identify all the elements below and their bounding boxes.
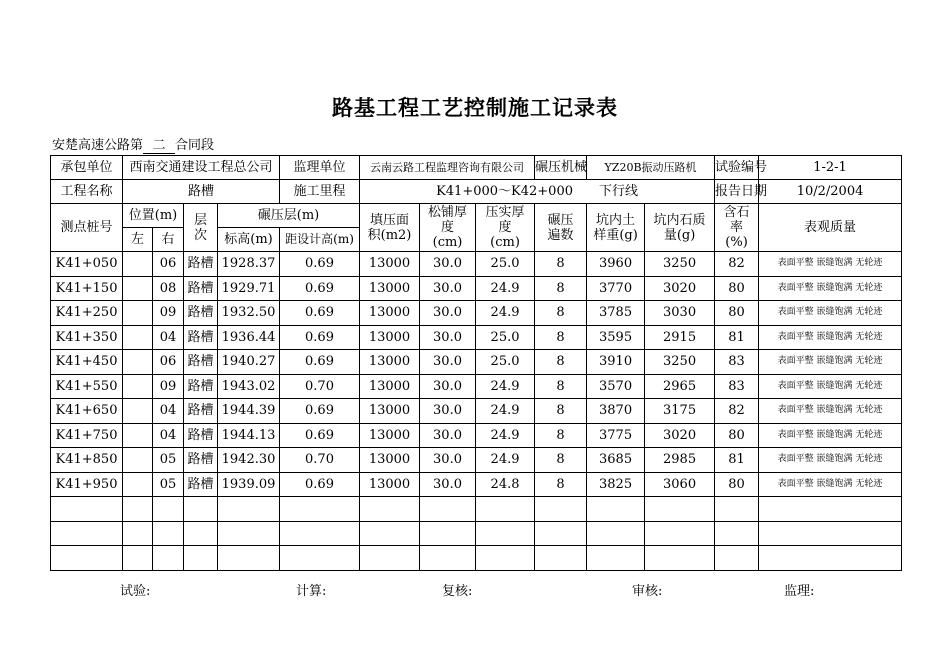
cell-surface-quality: 表面平整 嵌缝饱满 无轮迹 bbox=[759, 423, 902, 448]
col-surface-quality: 表观质量 bbox=[759, 204, 902, 252]
empty-cell bbox=[153, 497, 184, 522]
empty-cell bbox=[535, 521, 587, 546]
cell-passes: 8 bbox=[535, 325, 587, 350]
cell-design-distance: 0.69 bbox=[280, 325, 360, 350]
empty-cell bbox=[476, 497, 535, 522]
empty-cell bbox=[645, 497, 715, 522]
cell-compact-thickness: 24.9 bbox=[476, 301, 535, 326]
empty-cell bbox=[645, 546, 715, 571]
empty-cell bbox=[715, 521, 759, 546]
cell-compact-thickness: 24.9 bbox=[476, 374, 535, 399]
cell-design-distance: 0.69 bbox=[280, 252, 360, 277]
cell-stone-ratio: 80 bbox=[715, 301, 759, 326]
empty-cell bbox=[715, 546, 759, 571]
empty-cell bbox=[218, 497, 280, 522]
cell-station: K41+850 bbox=[51, 448, 123, 473]
cell-left bbox=[123, 399, 153, 424]
report-date-label: 报告日期 bbox=[715, 180, 759, 204]
cell-stone-ratio: 80 bbox=[715, 472, 759, 497]
cell-right: 06 bbox=[153, 350, 184, 375]
machine-label: 碾压机械 bbox=[535, 156, 587, 180]
cell-loose-thickness: 30.0 bbox=[420, 399, 476, 424]
machine-value: YZ20B振动压路机 bbox=[587, 156, 715, 180]
empty-row bbox=[51, 546, 902, 571]
cell-station: K41+950 bbox=[51, 472, 123, 497]
empty-cell bbox=[280, 521, 360, 546]
record-table bbox=[50, 155, 902, 571]
cell-right: 04 bbox=[153, 399, 184, 424]
cell-left bbox=[123, 252, 153, 277]
cell-surface-quality: 表面平整 嵌缝饱满 无轮迹 bbox=[759, 374, 902, 399]
empty-cell bbox=[535, 546, 587, 571]
sign-supervise: 监理: bbox=[784, 584, 815, 599]
cell-design-distance: 0.70 bbox=[280, 448, 360, 473]
cell-compact-thickness: 24.9 bbox=[476, 448, 535, 473]
cell-elevation: 1936.44 bbox=[218, 325, 280, 350]
cell-fill-area: 13000 bbox=[360, 252, 420, 277]
cell-fill-area: 13000 bbox=[360, 423, 420, 448]
project-name-value: 路槽 bbox=[123, 180, 280, 204]
cell-soil-weight: 3825 bbox=[587, 472, 645, 497]
empty-cell bbox=[715, 497, 759, 522]
cell-surface-quality: 表面平整 嵌缝饱满 无轮迹 bbox=[759, 301, 902, 326]
cell-compact-thickness: 25.0 bbox=[476, 252, 535, 277]
cell-stone-weight: 3250 bbox=[645, 252, 715, 277]
cell-stone-weight: 2985 bbox=[645, 448, 715, 473]
col-stone-weight: 坑内石质量(g) bbox=[645, 204, 715, 252]
empty-cell bbox=[360, 546, 420, 571]
cell-compact-thickness: 24.8 bbox=[476, 472, 535, 497]
col-rolled-layer: 碾压层(m) bbox=[218, 204, 360, 228]
col-passes: 碾压遍数 bbox=[535, 204, 587, 252]
cell-soil-weight: 3870 bbox=[587, 399, 645, 424]
empty-row bbox=[51, 521, 902, 546]
cell-layer: 路槽 bbox=[184, 423, 218, 448]
cell-layer: 路槽 bbox=[184, 472, 218, 497]
cell-stone-weight: 3060 bbox=[645, 472, 715, 497]
cell-right: 09 bbox=[153, 374, 184, 399]
empty-cell bbox=[51, 521, 123, 546]
cell-elevation: 1944.13 bbox=[218, 423, 280, 448]
contractor-label: 承包单位 bbox=[51, 156, 123, 180]
empty-cell bbox=[218, 546, 280, 571]
sign-calc: 计算: bbox=[296, 584, 327, 599]
empty-cell bbox=[51, 497, 123, 522]
cell-left bbox=[123, 423, 153, 448]
cell-layer: 路槽 bbox=[184, 448, 218, 473]
empty-cell bbox=[218, 521, 280, 546]
empty-cell bbox=[759, 546, 902, 571]
cell-design-distance: 0.69 bbox=[280, 276, 360, 301]
test-no-label: 试验编号 bbox=[715, 156, 759, 180]
cell-soil-weight: 3960 bbox=[587, 252, 645, 277]
empty-cell bbox=[360, 497, 420, 522]
col-fill-area: 填压面积(m2) bbox=[360, 204, 420, 252]
cell-layer: 路槽 bbox=[184, 399, 218, 424]
cell-design-distance: 0.70 bbox=[280, 374, 360, 399]
cell-stone-ratio: 82 bbox=[715, 399, 759, 424]
cell-left bbox=[123, 472, 153, 497]
cell-fill-area: 13000 bbox=[360, 325, 420, 350]
cell-stone-ratio: 81 bbox=[715, 448, 759, 473]
cell-left bbox=[123, 374, 153, 399]
empty-cell bbox=[184, 521, 218, 546]
project-name-label: 工程名称 bbox=[51, 180, 123, 204]
cell-left bbox=[123, 301, 153, 326]
cell-layer: 路槽 bbox=[184, 276, 218, 301]
col-left: 左 bbox=[123, 228, 153, 252]
header-row-2 bbox=[51, 180, 902, 204]
empty-cell bbox=[123, 521, 153, 546]
cell-right: 05 bbox=[153, 448, 184, 473]
test-no-value: 1-2-1 bbox=[759, 156, 902, 180]
cell-stone-ratio: 83 bbox=[715, 350, 759, 375]
cell-stone-weight: 3020 bbox=[645, 276, 715, 301]
col-compact-thickness: 压实厚度(cm) bbox=[476, 204, 535, 252]
table-row bbox=[51, 472, 902, 497]
table-row bbox=[51, 252, 902, 277]
cell-layer: 路槽 bbox=[184, 252, 218, 277]
cell-right: 09 bbox=[153, 301, 184, 326]
cell-stone-ratio: 81 bbox=[715, 325, 759, 350]
cell-passes: 8 bbox=[535, 374, 587, 399]
cell-elevation: 1932.50 bbox=[218, 301, 280, 326]
table-row bbox=[51, 423, 902, 448]
cell-stone-ratio: 80 bbox=[715, 423, 759, 448]
cell-stone-weight: 2965 bbox=[645, 374, 715, 399]
cell-fill-area: 13000 bbox=[360, 350, 420, 375]
cell-left bbox=[123, 325, 153, 350]
empty-cell bbox=[759, 497, 902, 522]
cell-loose-thickness: 30.0 bbox=[420, 472, 476, 497]
cell-passes: 8 bbox=[535, 276, 587, 301]
cell-elevation: 1939.09 bbox=[218, 472, 280, 497]
cell-surface-quality: 表面平整 嵌缝饱满 无轮迹 bbox=[759, 399, 902, 424]
cell-station: K41+250 bbox=[51, 301, 123, 326]
cell-fill-area: 13000 bbox=[360, 374, 420, 399]
cell-soil-weight: 3685 bbox=[587, 448, 645, 473]
cell-loose-thickness: 30.0 bbox=[420, 448, 476, 473]
cell-layer: 路槽 bbox=[184, 374, 218, 399]
cell-compact-thickness: 24.9 bbox=[476, 276, 535, 301]
cell-loose-thickness: 30.0 bbox=[420, 301, 476, 326]
cell-compact-thickness: 24.9 bbox=[476, 423, 535, 448]
col-soil-weight: 坑内土样重(g) bbox=[587, 204, 645, 252]
empty-cell bbox=[645, 521, 715, 546]
empty-cell bbox=[153, 546, 184, 571]
cell-station: K41+650 bbox=[51, 399, 123, 424]
cell-station: K41+350 bbox=[51, 325, 123, 350]
cell-loose-thickness: 30.0 bbox=[420, 325, 476, 350]
cell-passes: 8 bbox=[535, 399, 587, 424]
cell-left bbox=[123, 448, 153, 473]
cell-layer: 路槽 bbox=[184, 325, 218, 350]
empty-cell bbox=[587, 521, 645, 546]
sign-review: 复核: bbox=[442, 584, 473, 599]
cell-loose-thickness: 30.0 bbox=[420, 374, 476, 399]
cell-design-distance: 0.69 bbox=[280, 399, 360, 424]
cell-surface-quality: 表面平整 嵌缝饱满 无轮迹 bbox=[759, 448, 902, 473]
col-stone-ratio: 含石率(%) bbox=[715, 204, 759, 252]
cell-fill-area: 13000 bbox=[360, 276, 420, 301]
mileage-label: 施工里程 bbox=[280, 180, 360, 204]
header-row-1 bbox=[51, 156, 902, 180]
cell-stone-ratio: 80 bbox=[715, 276, 759, 301]
empty-cell bbox=[420, 546, 476, 571]
cell-soil-weight: 3595 bbox=[587, 325, 645, 350]
cell-compact-thickness: 25.0 bbox=[476, 350, 535, 375]
col-elevation: 标高(m) bbox=[218, 228, 280, 252]
cell-design-distance: 0.69 bbox=[280, 301, 360, 326]
col-loose-thickness: 松铺厚度(cm) bbox=[420, 204, 476, 252]
cell-layer: 路槽 bbox=[184, 350, 218, 375]
mileage-value: K41+000～K42+000 下行线 bbox=[360, 180, 715, 204]
cell-loose-thickness: 30.0 bbox=[420, 276, 476, 301]
cell-right: 08 bbox=[153, 276, 184, 301]
cell-station: K41+550 bbox=[51, 374, 123, 399]
cell-fill-area: 13000 bbox=[360, 301, 420, 326]
cell-stone-weight: 2915 bbox=[645, 325, 715, 350]
empty-cell bbox=[759, 521, 902, 546]
empty-cell bbox=[476, 546, 535, 571]
cell-layer: 路槽 bbox=[184, 301, 218, 326]
empty-row bbox=[51, 497, 902, 522]
cell-station: K41+450 bbox=[51, 350, 123, 375]
cell-elevation: 1944.39 bbox=[218, 399, 280, 424]
empty-cell bbox=[535, 497, 587, 522]
cell-loose-thickness: 30.0 bbox=[420, 252, 476, 277]
cell-compact-thickness: 24.9 bbox=[476, 399, 535, 424]
cell-right: 04 bbox=[153, 423, 184, 448]
cell-stone-weight: 3030 bbox=[645, 301, 715, 326]
cell-right: 05 bbox=[153, 472, 184, 497]
col-position: 位置(m) bbox=[123, 204, 184, 228]
cell-passes: 8 bbox=[535, 472, 587, 497]
column-header-row-1 bbox=[51, 204, 902, 228]
report-date-value: 10/2/2004 bbox=[759, 180, 902, 204]
cell-fill-area: 13000 bbox=[360, 472, 420, 497]
cell-soil-weight: 3910 bbox=[587, 350, 645, 375]
cell-elevation: 1943.02 bbox=[218, 374, 280, 399]
cell-elevation: 1928.37 bbox=[218, 252, 280, 277]
cell-design-distance: 0.69 bbox=[280, 350, 360, 375]
table-row bbox=[51, 276, 902, 301]
cell-passes: 8 bbox=[535, 252, 587, 277]
cell-soil-weight: 3785 bbox=[587, 301, 645, 326]
col-station: 测点桩号 bbox=[51, 204, 123, 252]
cell-right: 06 bbox=[153, 252, 184, 277]
empty-cell bbox=[184, 546, 218, 571]
cell-soil-weight: 3770 bbox=[587, 276, 645, 301]
col-design-distance: 距设计高(m) bbox=[280, 228, 360, 252]
table-row bbox=[51, 374, 902, 399]
sign-audit: 审核: bbox=[632, 584, 663, 599]
empty-cell bbox=[420, 497, 476, 522]
project-prefix: 安楚高速公路第 bbox=[52, 138, 144, 153]
cell-stone-ratio: 83 bbox=[715, 374, 759, 399]
empty-cell bbox=[123, 497, 153, 522]
cell-loose-thickness: 30.0 bbox=[420, 350, 476, 375]
cell-passes: 8 bbox=[535, 301, 587, 326]
empty-cell bbox=[184, 497, 218, 522]
contractor-value: 西南交通建设工程总公司 bbox=[123, 156, 280, 180]
contract-section-number: 二 bbox=[143, 134, 175, 154]
cell-surface-quality: 表面平整 嵌缝饱满 无轮迹 bbox=[759, 252, 902, 277]
empty-cell bbox=[280, 497, 360, 522]
empty-cell bbox=[587, 546, 645, 571]
cell-passes: 8 bbox=[535, 350, 587, 375]
empty-cell bbox=[280, 546, 360, 571]
cell-station: K41+150 bbox=[51, 276, 123, 301]
cell-elevation: 1940.27 bbox=[218, 350, 280, 375]
empty-cell bbox=[476, 521, 535, 546]
project-line bbox=[52, 134, 214, 154]
cell-stone-weight: 3175 bbox=[645, 399, 715, 424]
table-row bbox=[51, 325, 902, 350]
empty-cell bbox=[360, 521, 420, 546]
cell-stone-weight: 3250 bbox=[645, 350, 715, 375]
cell-fill-area: 13000 bbox=[360, 399, 420, 424]
table-row bbox=[51, 350, 902, 375]
cell-passes: 8 bbox=[535, 423, 587, 448]
empty-cell bbox=[587, 497, 645, 522]
cell-left bbox=[123, 350, 153, 375]
cell-elevation: 1929.71 bbox=[218, 276, 280, 301]
cell-left bbox=[123, 276, 153, 301]
empty-cell bbox=[153, 521, 184, 546]
cell-soil-weight: 3775 bbox=[587, 423, 645, 448]
supervisor-value: 云南云路工程监理咨询有限公司 bbox=[360, 156, 535, 180]
cell-surface-quality: 表面平整 嵌缝饱满 无轮迹 bbox=[759, 276, 902, 301]
cell-design-distance: 0.69 bbox=[280, 472, 360, 497]
cell-compact-thickness: 25.0 bbox=[476, 325, 535, 350]
cell-right: 04 bbox=[153, 325, 184, 350]
cell-passes: 8 bbox=[535, 448, 587, 473]
cell-elevation: 1942.30 bbox=[218, 448, 280, 473]
cell-design-distance: 0.69 bbox=[280, 423, 360, 448]
col-layer: 层次 bbox=[184, 204, 218, 252]
table-row bbox=[51, 399, 902, 424]
cell-surface-quality: 表面平整 嵌缝饱满 无轮迹 bbox=[759, 325, 902, 350]
cell-station: K41+050 bbox=[51, 252, 123, 277]
cell-surface-quality: 表面平整 嵌缝饱满 无轮迹 bbox=[759, 472, 902, 497]
table-row bbox=[51, 301, 902, 326]
empty-cell bbox=[51, 546, 123, 571]
cell-loose-thickness: 30.0 bbox=[420, 423, 476, 448]
table-row bbox=[51, 448, 902, 473]
cell-surface-quality: 表面平整 嵌缝饱满 无轮迹 bbox=[759, 350, 902, 375]
cell-stone-ratio: 82 bbox=[715, 252, 759, 277]
project-suffix: 合同段 bbox=[175, 138, 215, 153]
supervisor-label: 监理单位 bbox=[280, 156, 360, 180]
empty-cell bbox=[420, 521, 476, 546]
cell-fill-area: 13000 bbox=[360, 448, 420, 473]
cell-soil-weight: 3570 bbox=[587, 374, 645, 399]
form-title: 路基工程工艺控制施工记录表 bbox=[332, 96, 618, 120]
col-right: 右 bbox=[153, 228, 184, 252]
empty-cell bbox=[123, 546, 153, 571]
cell-station: K41+750 bbox=[51, 423, 123, 448]
cell-stone-weight: 3020 bbox=[645, 423, 715, 448]
sign-test: 试验: bbox=[120, 584, 151, 599]
